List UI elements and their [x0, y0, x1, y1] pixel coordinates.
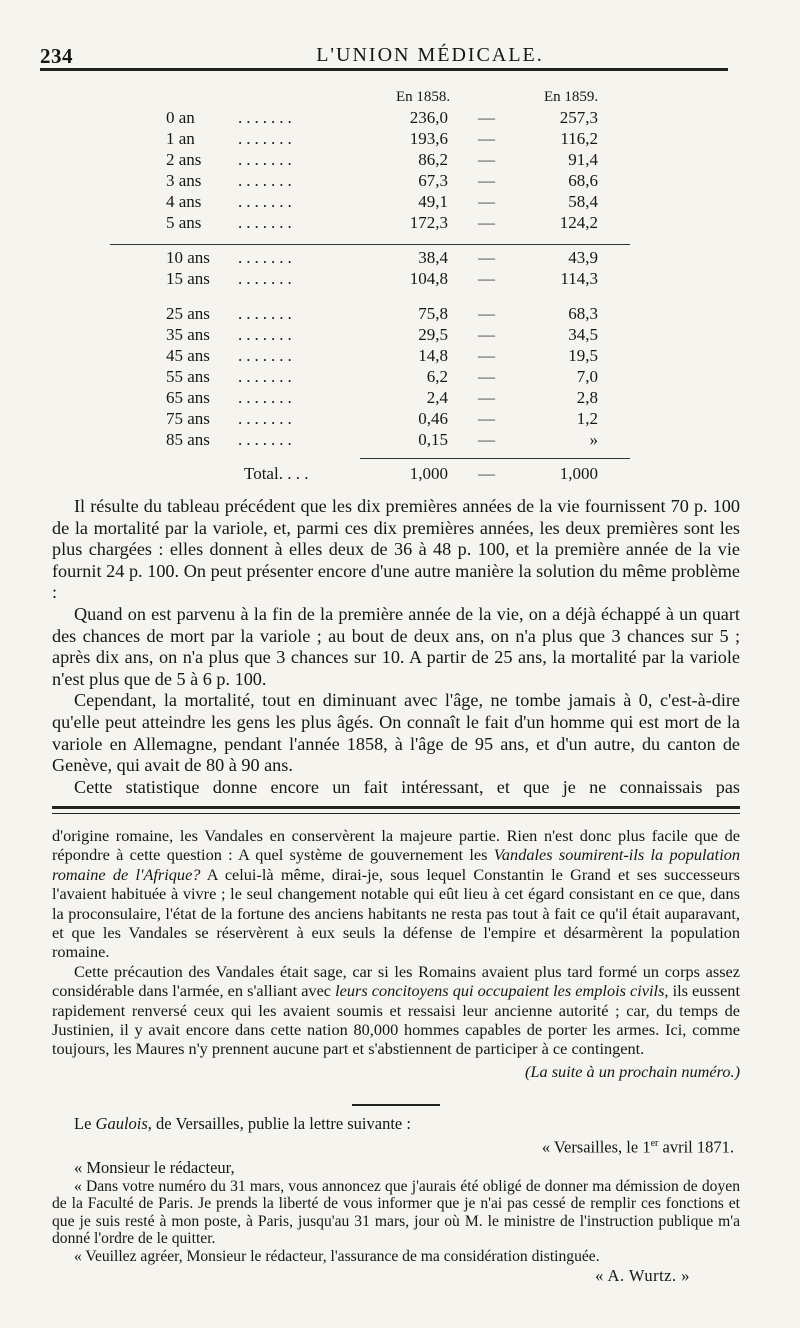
leader-dots: ....... [238, 269, 296, 288]
value-1859: 58,4 [568, 192, 598, 211]
age-label: 0 an [166, 108, 195, 127]
column-header-1858: En 1858. [396, 89, 451, 105]
column-header-1859: En 1859. [544, 89, 599, 105]
table-dash: — [478, 388, 495, 407]
leader-dots: ....... [238, 213, 296, 232]
age-label: 65 ans [166, 388, 210, 407]
leader-dots: ....... [238, 150, 296, 169]
value-1859: 124,2 [559, 213, 598, 232]
table-row [0, 346, 800, 367]
feuilleton-paragraph: Cette précaution des Vandales était sage, car si les Romains avaient plus tard formé un corps assez considérable dans l'armée, en s'alliant avec leurs concitoyens qui occupaient les emplois civils, ils eussent rapidement renversé ceux qui les avaient soumis et ressaisi leur ancienne autorité ; car, du temps de Justinien, il y avait encore dans cette nation 80,000 hommes capables de porter les armes. Ici, comme toujours, les Maures n'y prennent aucune part et s'abstiennent de participer à ce contingent. [52, 961, 740, 1059]
total-label: Total. . . . [244, 464, 309, 483]
table-row [0, 269, 800, 290]
value-1859: 114,3 [560, 269, 598, 288]
letter-intro: Le Gaulois, de Versailles, publie la lettre suivante : [74, 1114, 411, 1133]
value-1858: 0,46 [418, 409, 448, 428]
feuilleton-paragraph: d'origine romaine, les Vandales en conservèrent la majeure partie. Rien n'est donc plus facile que de répondre à cette question : A quel système de gouvernement les Vandales soumirent-ils la population romaine de l'Afrique? A celui-là même, dirai-je, sous lequel Constantin le Grand et ses successeurs l'avaient habituée à vivre ; le seul changement notable qui eût lieu à cet égard consistant en ce que, dans la proconsulaire, l'état de la fortune des anciens habitants ne resta pas tout à fait ce qu'il était auparavant, et que les Vandales se réservèrent à eux seuls la défense de l'empire et désarmèrent la population romaine. [52, 826, 740, 962]
age-label: 85 ans [166, 430, 210, 449]
value-1859: 7,0 [576, 367, 598, 386]
value-1858: 0,15 [418, 430, 448, 449]
table-row [0, 192, 800, 213]
table-dash: — [478, 409, 495, 428]
value-1859: 68,3 [568, 304, 598, 323]
value-1858: 2,4 [426, 388, 448, 407]
total-1859: 1,000 [559, 464, 598, 483]
value-1859: 34,5 [568, 325, 598, 344]
article-paragraph: Quand on est parvenu à la fin de la première année de la vie, on a déjà échappé à un quart des chances de mort par la variole ; au bout de deux ans, on n'a plus que 3 chances sur 5 ; après dix ans, on n'a plus que 3 chances sur 10. A partir de 25 ans, la mortalité par la variole n'est plus que de 5 à 6 p. 100. [52, 603, 740, 689]
table-dash: — [478, 129, 495, 148]
table-dash: — [478, 213, 495, 232]
letter-closing: « Veuillez agréer, Monsieur le rédacteur, l'assurance de ma considération distinguée. [74, 1247, 600, 1265]
leader-dots: ....... [238, 108, 296, 127]
table-total-row [0, 464, 800, 485]
article-paragraph: Il résulte du tableau précédent que les dix premières années de la vie fournissent 70 p. 100 de la mortalité par la variole, et, parmi ces dix premières années, les deux premières sont les plus chargées : elles donnent à elles deux de 36 à 48 p. 100, et la première année de la vie fournit 24 p. 100. On peut présenter encore d'une autre manière la solution du même problème : [52, 496, 740, 603]
table-dash: — [478, 367, 495, 386]
value-1858: 49,1 [418, 192, 448, 211]
table-dash: — [478, 171, 495, 190]
table-row [0, 325, 800, 346]
table-dash: — [478, 430, 495, 449]
table-row [0, 388, 800, 409]
table-row [0, 248, 800, 269]
article-body [52, 496, 740, 798]
age-label: 2 ans [166, 150, 202, 169]
header-rule [40, 68, 728, 71]
table-dash: — [478, 192, 495, 211]
table-dash: — [478, 304, 495, 323]
value-1858: 236,0 [409, 108, 448, 127]
age-label: 3 ans [166, 171, 202, 190]
age-label: 5 ans [166, 213, 202, 232]
total-1858: 1,000 [409, 464, 448, 483]
value-1858: 75,8 [418, 304, 448, 323]
value-1858: 86,2 [418, 150, 448, 169]
table-row [0, 108, 800, 129]
value-1858: 6,2 [426, 367, 448, 386]
age-label: 55 ans [166, 367, 210, 386]
age-label: 35 ans [166, 325, 210, 344]
value-1858: 104,8 [409, 269, 448, 288]
leader-dots: ....... [238, 346, 296, 365]
value-1859: » [589, 430, 598, 449]
leader-dots: ....... [238, 409, 296, 428]
table-dash: — [478, 248, 495, 267]
value-1858: 172,3 [409, 213, 448, 232]
journal-title: L'UNION MÉDICALE. [316, 44, 544, 66]
feuilleton-rule-bottom [52, 813, 740, 814]
age-label: 75 ans [166, 409, 210, 428]
feuilleton [52, 826, 740, 1081]
table-row [0, 150, 800, 171]
value-1859: 91,4 [568, 150, 598, 169]
value-1859: 2,8 [576, 388, 598, 407]
page-number: 234 [40, 44, 73, 68]
leader-dots: ....... [238, 171, 296, 190]
table-total-rule [360, 458, 630, 459]
value-1859: 43,9 [568, 248, 598, 267]
to-be-continued: (La suite à un prochain numéro.) [525, 1061, 740, 1081]
table-row [0, 367, 800, 388]
leader-dots: ....... [238, 367, 296, 386]
value-1859: 116,2 [560, 129, 598, 148]
letter-dateline: « Versailles, le 1er avril 1871. [541, 1137, 734, 1157]
letter-body: « Dans votre numéro du 31 mars, vous annoncez que j'aurais été obligé de donner ma démission de doyen de la Faculté de Paris. Je prends la liberté de vous informer que je n'ai pas cessé de remplir ces fonctions et que je suis resté à mon poste, à Paris, jusqu'au 31 mars, jour où M. le ministre de l'instruction publique m'a donné l'ordre de le quitter. [52, 1177, 740, 1248]
leader-dots: ....... [238, 192, 296, 211]
age-label: 15 ans [166, 269, 210, 288]
feuilleton-rule-top [52, 806, 740, 809]
table-row [0, 213, 800, 234]
table-row [0, 304, 800, 325]
leader-dots: ....... [238, 325, 296, 344]
article-paragraph: Cette statistique donne encore un fait intéressant, et que je ne connaissais pas [74, 776, 740, 797]
letter-salutation: « Monsieur le rédacteur, [74, 1157, 235, 1177]
value-1858: 29,5 [418, 325, 448, 344]
leader-dots: ....... [238, 430, 296, 449]
value-1858: 67,3 [418, 171, 448, 190]
leader-dots: ....... [238, 388, 296, 407]
table-dash: — [478, 150, 495, 169]
table-row [0, 129, 800, 150]
letter-signature: « A. Wurtz. » [595, 1265, 690, 1285]
article-paragraph: Cependant, la mortalité, tout en diminuant avec l'âge, ne tombe jamais à 0, c'est-à-dire qu'elle peut atteindre les gens les plus âgés. On connaît le fait d'un homme qui est mort de la variole en Allemagne, pendant l'année 1858, à l'âge de 95 ans, et d'un autre, du canton de Genève, qui avait de 80 à 90 ans. [52, 690, 740, 776]
table-dash: — [478, 269, 495, 288]
age-label: 10 ans [166, 248, 210, 267]
table-row [0, 430, 800, 451]
table-dash: — [478, 464, 495, 483]
value-1859: 19,5 [568, 346, 598, 365]
value-1859: 257,3 [559, 108, 598, 127]
age-label: 4 ans [166, 192, 202, 211]
table-dash: — [478, 108, 495, 127]
table-dash: — [478, 346, 495, 365]
age-label: 1 an [166, 129, 195, 148]
value-1858: 14,8 [418, 346, 448, 365]
leader-dots: ....... [238, 248, 296, 267]
value-1858: 38,4 [418, 248, 448, 267]
leader-dots: ....... [238, 304, 296, 323]
table-dash: — [478, 325, 495, 344]
age-label: 25 ans [166, 304, 210, 323]
letter [52, 1114, 740, 1286]
section-separator [352, 1104, 440, 1106]
table-group-rule [110, 244, 630, 245]
value-1859: 1,2 [576, 409, 598, 428]
value-1859: 68,6 [568, 171, 598, 190]
value-1858: 193,6 [409, 129, 448, 148]
table-row [0, 171, 800, 192]
table-row [0, 409, 800, 430]
leader-dots: ....... [238, 129, 296, 148]
age-label: 45 ans [166, 346, 210, 365]
